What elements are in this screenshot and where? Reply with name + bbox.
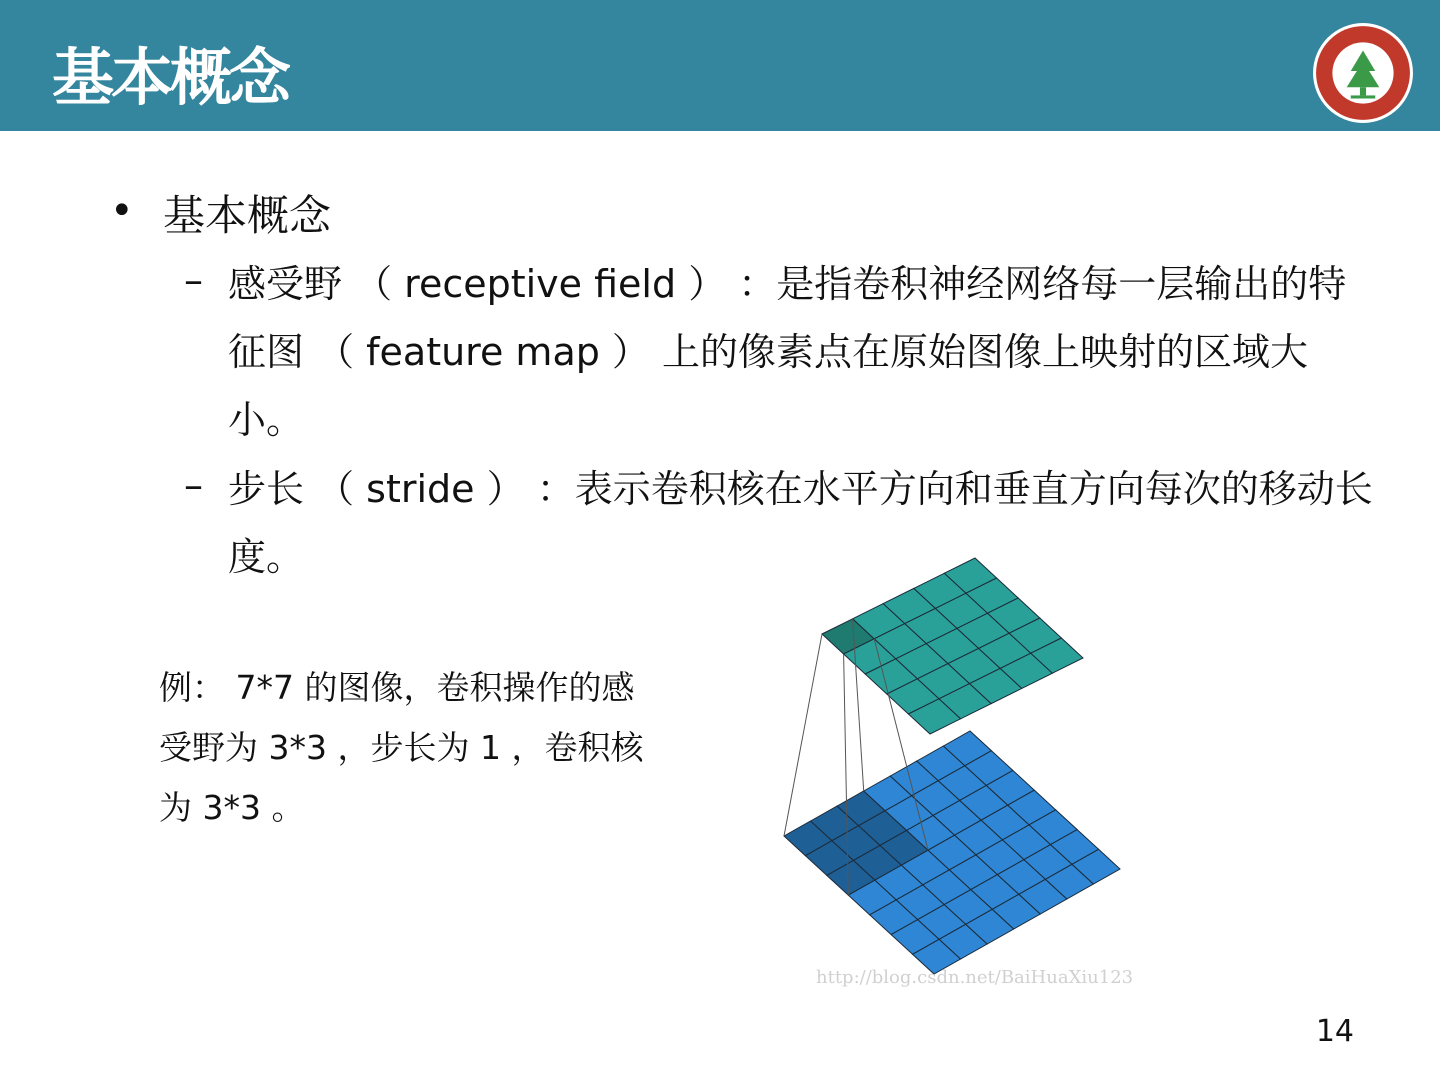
title-bar (0, 0, 1440, 131)
example-text: 例： 7*7 的图像，卷积操作的感受野为 3*3 ，步长为 1 ，卷积核为 3*3 。 (159, 668, 644, 827)
watermark: http://blog.csdn.net/BaiHuaXiu123 (816, 967, 1134, 988)
convolution-receptive-field-diagram (770, 548, 1170, 988)
stride-definition: 步长 （ stride ） ：表示卷积核在水平方向和垂直方向每次的移动长度。 (228, 467, 1373, 579)
sub-bullet-dash: – (184, 463, 203, 507)
bullet-marker: • (110, 188, 134, 234)
bullet-heading: 基本概念 (163, 191, 332, 240)
slide-title: 基本概念 (52, 41, 289, 114)
sub-bullet-dash: – (184, 258, 203, 302)
projection-line (784, 634, 822, 836)
page-number: 14 (1315, 1014, 1354, 1049)
receptive-field-definition: 感受野 （ receptive field ） ：是指卷积神经网络每一层输出的特征图 （ feature map ） 上的像素点在原始图像上映射的区域大小。 (228, 262, 1347, 442)
university-seal-icon (1312, 22, 1414, 124)
